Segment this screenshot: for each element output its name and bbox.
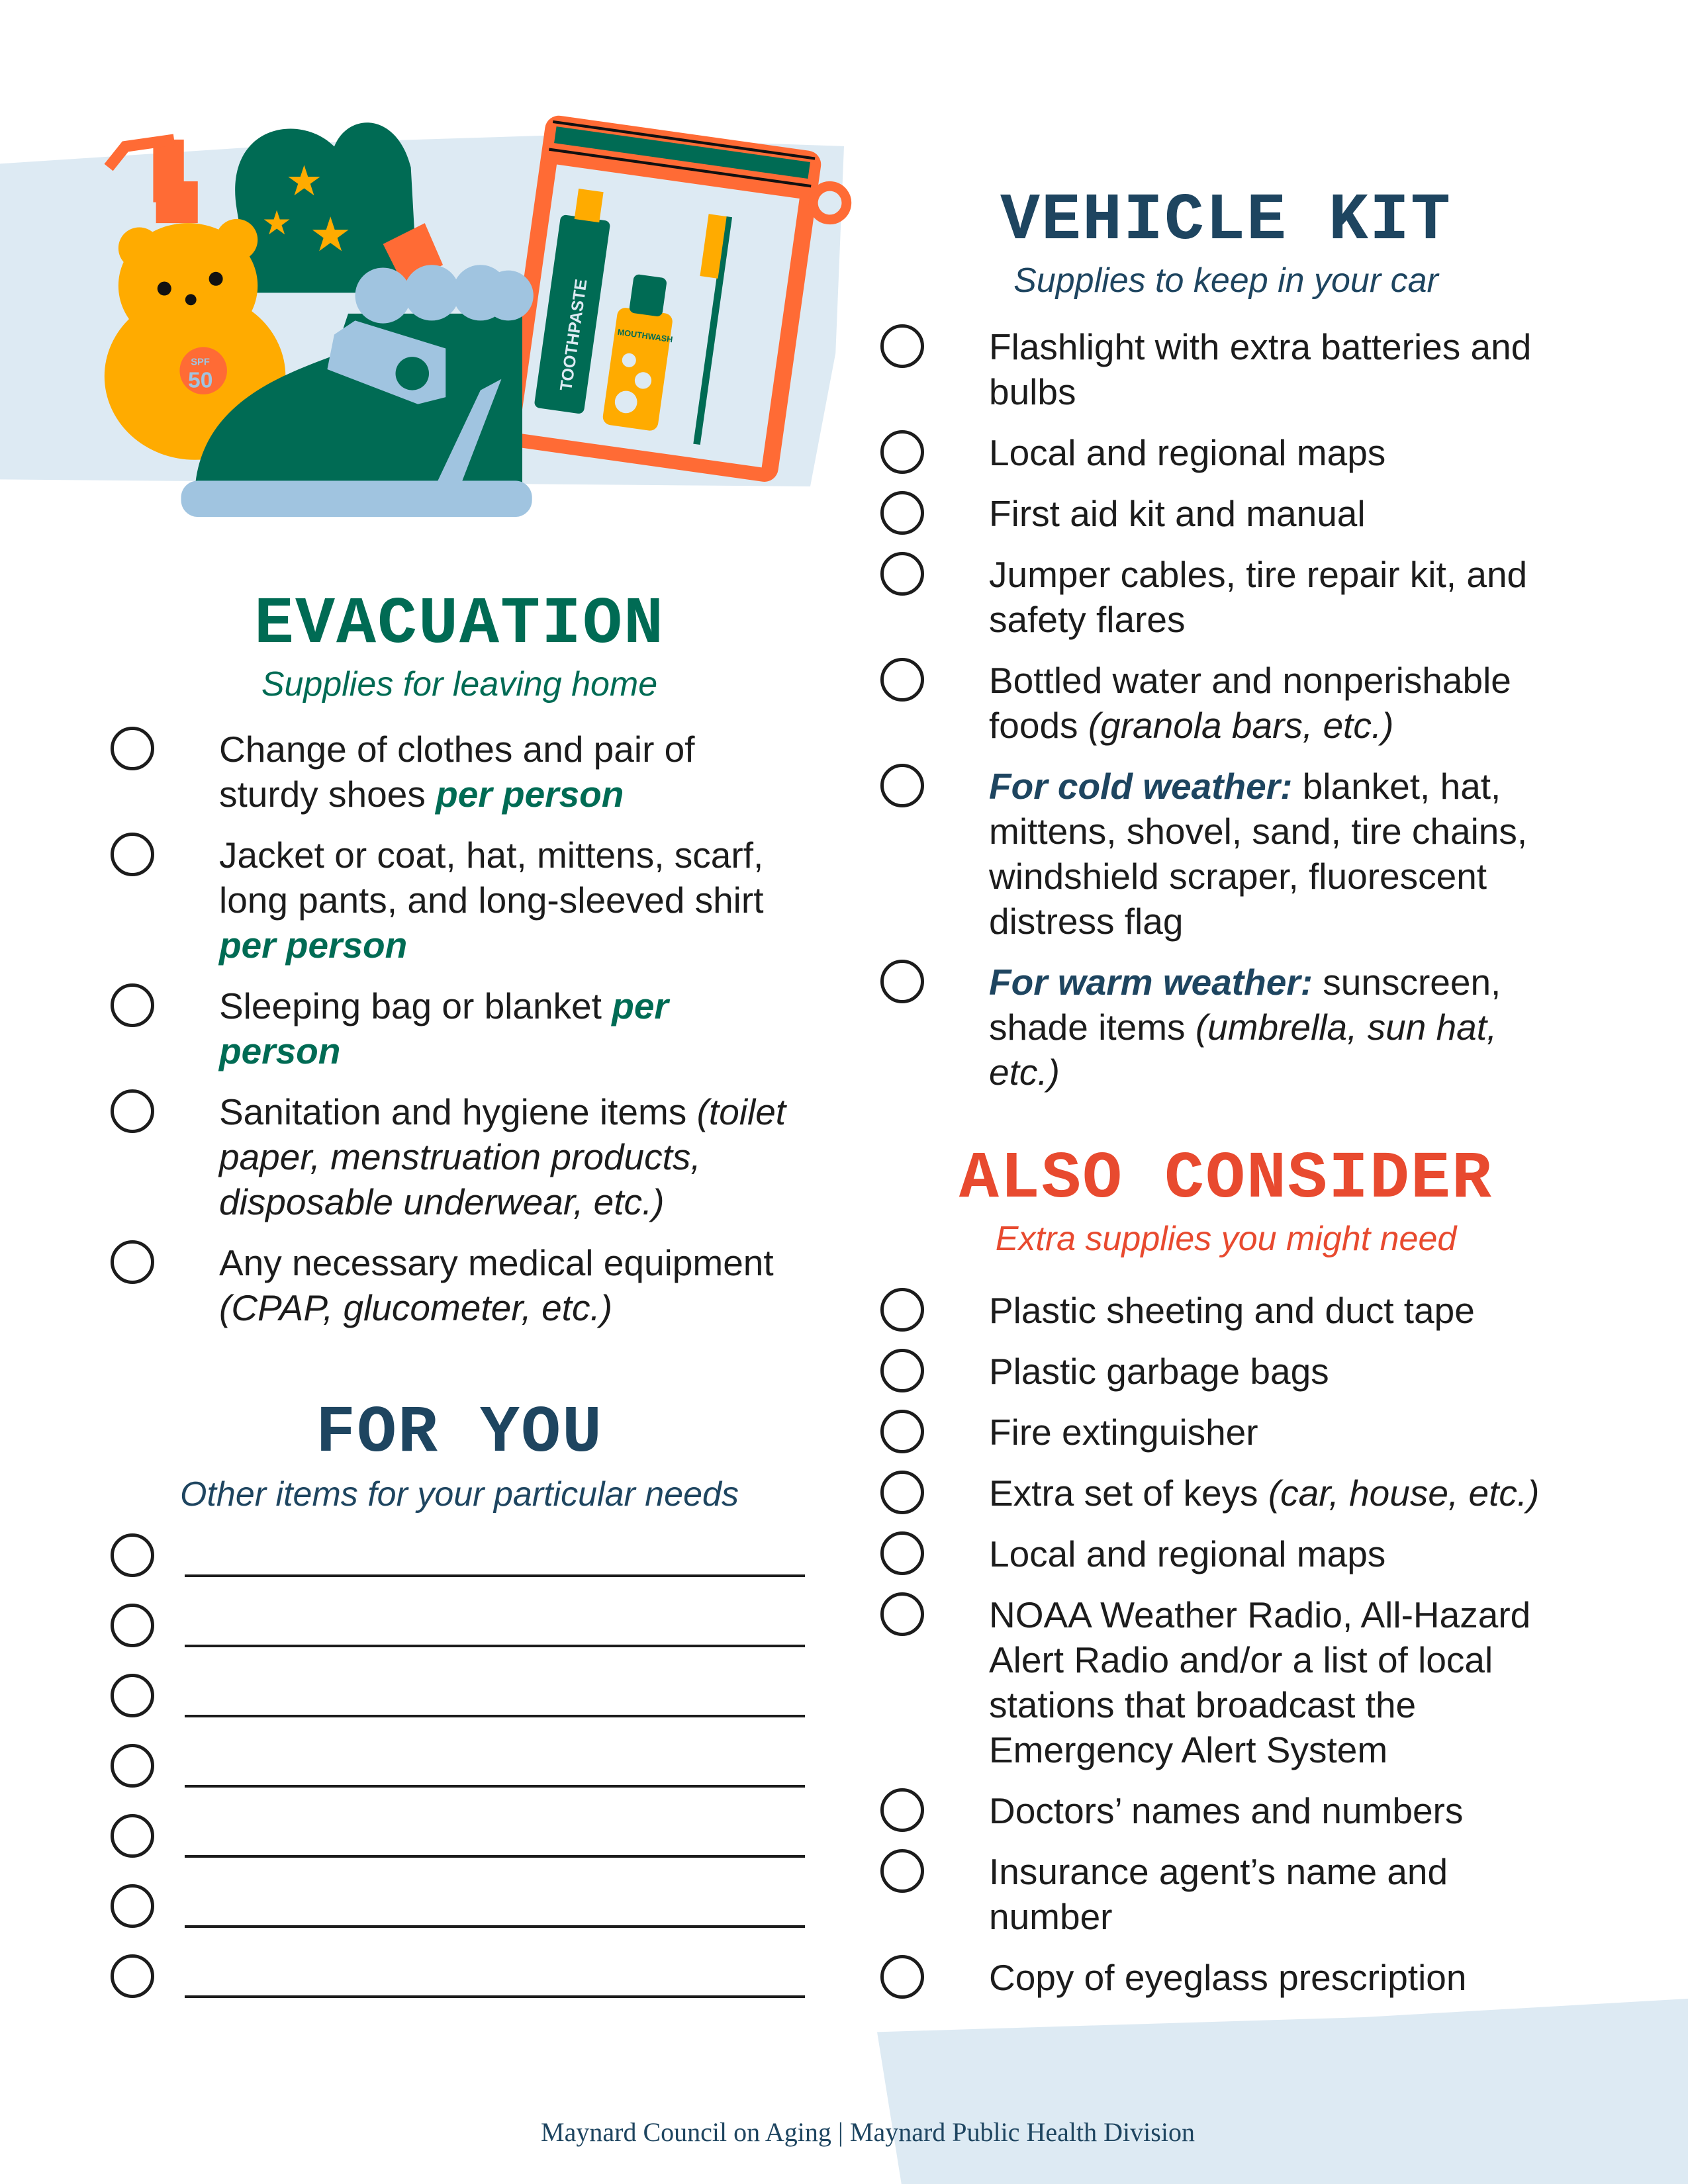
svg-text:★: ★	[309, 208, 352, 262]
checkbox-circle[interactable]	[111, 1604, 154, 1647]
checklist-item	[880, 1471, 1542, 1516]
item-text: Bottled water and nonperishable	[989, 660, 1511, 701]
checklist-item	[880, 1288, 1542, 1333]
item-text: Plastic garbage bags	[989, 1351, 1329, 1392]
checkbox-circle[interactable]	[880, 1349, 924, 1392]
item-note: disposable underwear, etc.)	[219, 1181, 665, 1222]
item-text: Local and regional maps	[989, 1533, 1386, 1574]
item-text-line	[219, 1285, 773, 1330]
checkbox-circle[interactable]	[880, 1471, 924, 1514]
item-text-line	[989, 703, 1542, 748]
item-text: sturdy shoes	[219, 774, 436, 815]
checklist-item	[880, 1410, 1542, 1455]
write-in-row	[111, 1674, 805, 1744]
checkbox-circle[interactable]	[111, 1884, 154, 1928]
checklist-item	[880, 1592, 1542, 1772]
checkbox-circle[interactable]	[111, 1674, 154, 1717]
item-text: Fire extinguisher	[989, 1412, 1258, 1453]
checklist-item	[111, 727, 773, 817]
item-text: Doctors’ names and numbers	[989, 1790, 1464, 1831]
item-text-line	[989, 1050, 1542, 1095]
item-text: sunscreen,	[1313, 962, 1501, 1003]
item-text: Local and regional maps	[989, 432, 1386, 473]
write-in-line[interactable]	[185, 1785, 805, 1788]
checklist-item	[880, 1955, 1542, 2000]
item-text-line	[219, 1028, 773, 1073]
item-text-line	[989, 1788, 1542, 1833]
vehicle-kit-checklist	[880, 324, 1542, 1111]
vehicle-kit-subtitle: Supplies to keep in your car	[1013, 261, 1438, 300]
item-text-line	[989, 1894, 1542, 1939]
checklist-item	[880, 764, 1542, 944]
item-text: Flashlight with extra batteries and	[989, 326, 1532, 367]
item-text-line	[989, 1288, 1542, 1333]
item-text: Jumper cables, tire repair kit, and	[989, 554, 1528, 595]
evacuation-checklist	[111, 727, 786, 1346]
checklist-item	[880, 1531, 1542, 1576]
checklist-item	[880, 658, 1542, 748]
also-consider-subtitle: Extra supplies you might need	[995, 1220, 1457, 1258]
checkbox-circle[interactable]	[111, 1744, 154, 1788]
item-emphasis: per person	[219, 925, 408, 966]
item-text-line	[989, 1471, 1542, 1516]
checkbox-circle[interactable]	[111, 1240, 154, 1284]
item-emphasis: For cold weather:	[989, 766, 1293, 807]
checkbox-circle[interactable]	[111, 1533, 154, 1577]
item-text: safety flares	[989, 599, 1186, 640]
checklist-item	[880, 1849, 1542, 1939]
item-text: First aid kit and manual	[989, 493, 1366, 534]
checkbox-circle[interactable]	[880, 430, 924, 474]
item-text: distress flag	[989, 901, 1184, 942]
checkbox-circle[interactable]	[111, 1954, 154, 1998]
evacuation-title: EVACUATION	[254, 588, 665, 662]
checkbox-circle[interactable]	[880, 1592, 924, 1636]
item-text-line	[989, 899, 1542, 944]
item-text: bulbs	[989, 371, 1076, 412]
evacuation-subtitle: Supplies for leaving home	[261, 665, 658, 704]
checkbox-circle[interactable]	[880, 1955, 924, 1999]
item-text: Jacket or coat, hat, mittens, scarf,	[219, 835, 764, 876]
item-text: windshield scraper, fluorescent	[989, 856, 1487, 897]
write-in-line[interactable]	[185, 1715, 805, 1717]
item-emphasis: For warm weather:	[989, 962, 1313, 1003]
vehicle-kit-title: VEHICLE KIT	[1000, 184, 1452, 259]
checklist-item	[880, 1349, 1542, 1394]
item-text: foods	[989, 705, 1088, 746]
item-text: Sleeping bag or blanket	[219, 985, 612, 1026]
checkbox-circle[interactable]	[880, 491, 924, 535]
checkbox-circle[interactable]	[880, 1531, 924, 1575]
item-text: Copy of eyeglass prescription	[989, 1957, 1467, 1998]
write-in-line[interactable]	[185, 1855, 805, 1858]
spf-value: 50	[188, 368, 213, 393]
item-text-line	[989, 491, 1542, 536]
item-text-line	[219, 1089, 786, 1134]
for-you-title: FOR YOU	[315, 1396, 604, 1471]
item-note: (umbrella, sun hat,	[1195, 1007, 1497, 1048]
item-emphasis: per person	[436, 774, 624, 815]
item-text-line	[989, 1592, 1542, 1637]
item-text-line	[989, 1349, 1542, 1394]
also-consider-checklist	[880, 1288, 1542, 2016]
item-text-line	[989, 430, 1542, 475]
write-in-line[interactable]	[185, 1645, 805, 1647]
checkbox-circle[interactable]	[880, 1788, 924, 1832]
item-text-line	[989, 1955, 1542, 2000]
item-text: Emergency Alert System	[989, 1729, 1388, 1770]
checklist-item	[880, 960, 1542, 1095]
item-text-line	[989, 552, 1542, 597]
item-text-line	[989, 854, 1542, 899]
item-text: Sanitation and hygiene items	[219, 1091, 697, 1132]
item-note: (granola bars, etc.)	[1088, 705, 1394, 746]
item-text: Alert Radio and/or a list of local	[989, 1639, 1493, 1680]
item-text-line	[989, 1005, 1542, 1050]
write-in-row	[111, 1533, 805, 1604]
item-text: shade items	[989, 1007, 1196, 1048]
checkbox-circle[interactable]	[880, 1410, 924, 1453]
checkbox-circle[interactable]	[880, 1849, 924, 1893]
item-text-line	[219, 1179, 773, 1224]
item-text-line	[219, 923, 773, 968]
item-text: Any necessary medical equipment	[219, 1242, 774, 1283]
also-consider-title: ALSO CONSIDER	[959, 1142, 1493, 1217]
item-text-line	[989, 369, 1542, 414]
mitten-icon	[235, 122, 443, 293]
checklist-item	[111, 1240, 773, 1330]
checklist-item	[880, 1788, 1542, 1833]
item-text-line	[989, 960, 1542, 1005]
write-in-line[interactable]	[185, 1995, 805, 1998]
checklist-item	[880, 552, 1542, 642]
item-text: NOAA Weather Radio, All-Hazard	[989, 1594, 1531, 1635]
checklist-item	[111, 833, 773, 968]
item-text-line	[989, 324, 1542, 369]
write-in-line[interactable]	[185, 1574, 805, 1577]
item-text: Change of clothes and pair of	[219, 729, 695, 770]
toiletry-bag-icon	[500, 114, 853, 488]
checklist-item	[880, 430, 1542, 475]
for-you-subtitle: Other items for your particular needs	[180, 1475, 739, 1514]
item-text-line	[219, 772, 773, 817]
item-text: long pants, and long-sleeved shirt	[219, 880, 764, 921]
checklist-item	[880, 324, 1542, 414]
footer-credits: Maynard Council on Aging | Maynard Public Health Division	[541, 2117, 1195, 2147]
checkbox-circle[interactable]	[111, 1814, 154, 1858]
checklist-item	[111, 1089, 786, 1224]
write-in-line[interactable]	[185, 1925, 805, 1928]
item-text: stations that broadcast the	[989, 1684, 1417, 1725]
item-text-line	[989, 1531, 1542, 1576]
item-note: (CPAP, glucometer, etc.)	[219, 1287, 613, 1328]
item-text-line	[989, 809, 1542, 854]
write-in-row	[111, 1884, 805, 1954]
checkbox-circle[interactable]	[880, 1288, 924, 1332]
item-text-line	[989, 1637, 1542, 1682]
item-text-line	[219, 727, 773, 772]
item-text-line	[989, 764, 1542, 809]
checkbox-circle[interactable]	[880, 960, 924, 1003]
item-text-line	[219, 983, 773, 1028]
item-text-line	[989, 597, 1542, 642]
item-text-line	[989, 1849, 1542, 1894]
checklist-item	[880, 491, 1542, 536]
for-you-blank-list	[111, 1533, 805, 2025]
checkbox-circle[interactable]	[111, 983, 154, 1027]
item-text-line	[989, 1682, 1542, 1727]
item-note: etc.)	[989, 1052, 1060, 1093]
item-text-line	[219, 1134, 773, 1179]
svg-text:★: ★	[261, 203, 292, 242]
item-text: number	[989, 1896, 1113, 1937]
item-note: (toilet	[696, 1091, 786, 1132]
item-text: Insurance agent’s name and	[989, 1851, 1448, 1892]
write-in-row	[111, 1744, 805, 1814]
checkbox-circle[interactable]	[880, 764, 924, 807]
write-in-row	[111, 1954, 805, 2025]
item-text: Extra set of keys	[989, 1473, 1268, 1514]
item-text-line	[219, 878, 773, 923]
item-text: mittens, shovel, sand, tire chains,	[989, 811, 1528, 852]
item-text-line	[989, 1410, 1542, 1455]
toothpaste-label: TOOTHPASTE	[557, 278, 591, 392]
item-text-line	[219, 833, 773, 878]
item-note: (car, house, etc.)	[1268, 1473, 1540, 1514]
item-text-line	[989, 1727, 1542, 1772]
checkbox-circle[interactable]	[111, 1089, 154, 1133]
write-in-row	[111, 1814, 805, 1884]
item-text: Plastic sheeting and duct tape	[989, 1290, 1475, 1331]
item-emphasis: per	[612, 985, 669, 1026]
write-in-row	[111, 1604, 805, 1674]
item-text-line	[219, 1240, 773, 1285]
item-emphasis: person	[219, 1030, 341, 1071]
checklist-item	[111, 983, 773, 1073]
item-note: paper, menstruation products,	[219, 1136, 701, 1177]
item-text: blanket, hat,	[1292, 766, 1501, 807]
item-text-line	[989, 658, 1542, 703]
checkbox-circle[interactable]	[880, 658, 924, 702]
checkbox-circle[interactable]	[880, 324, 924, 368]
svg-text:★: ★	[285, 158, 323, 205]
spf-label: SPF	[191, 357, 210, 368]
mouthwash-label: MOUTHWASH	[616, 327, 674, 345]
checkbox-circle[interactable]	[880, 552, 924, 596]
checkbox-circle[interactable]	[111, 727, 154, 770]
checkbox-circle[interactable]	[111, 833, 154, 876]
